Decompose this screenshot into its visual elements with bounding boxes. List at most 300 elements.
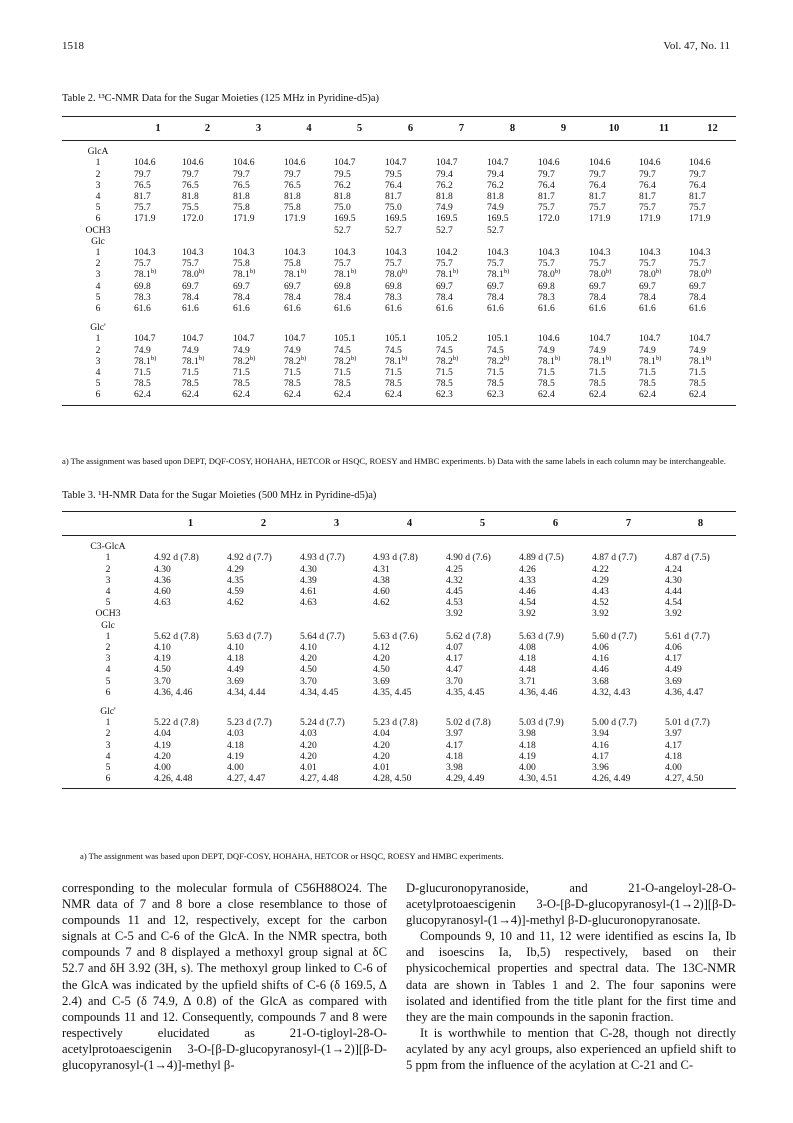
table-cell [373,620,446,631]
table-row [62,676,736,687]
table-cell: 69.7 [284,280,301,292]
table-cell: 81.8 [233,191,250,203]
table-cell: 3.92 [592,608,609,620]
table-row [62,378,736,389]
table-row [62,345,736,356]
row-label: 1 [95,157,101,169]
column-header: 1 [187,518,194,529]
body-paragraph: D-glucuronopyranoside, and 21-O-angeloyl-28-O-acetylprotoaescigenin 3-O-[β-D-glucopyranosyl-(1→2)][β-D-glucopyranosyl-(1→4)]-methyl β-D-glucuronopyranosate. [406,881,736,928]
body-paragraph: It is worthwhile to mention that C-28, though not directly acylated by any acyl groups, also experienced an upfield shift to 5 ppm from the influence of the acylation at C-21 and C- [406,1025,736,1073]
table-row [62,687,736,698]
table-cell: 4.46 [592,664,609,676]
table-cell: 4.00 [154,762,171,774]
column-header: 5 [479,518,486,529]
table-cell: 104.7 [385,157,407,169]
table-cell: 4.49 [665,664,682,676]
table-cell: 62.4 [284,389,334,405]
table-cell: 71.5 [639,367,656,379]
table-cell: 4.17 [665,739,682,751]
table-cell: 4.27, 4.50 [665,773,736,789]
column-header [62,117,134,141]
row-label: 3 [105,739,111,751]
column-header: 11 [659,123,669,134]
table-cell: 52.7 [436,224,453,236]
table-cell: 3.70 [300,675,317,687]
table-cell: 74.5 [334,344,351,356]
table-cell: 4.49 [227,664,244,676]
row-label: 5 [105,762,111,774]
table-cell [538,322,589,333]
table-cell [436,322,487,333]
table-cell: 74.9 [233,344,250,356]
table-row [62,653,736,664]
table-cell: 74.9 [538,344,555,356]
table-cell: 5.24 d (7.7) [300,717,345,729]
table-cell: 104.3 [589,247,611,259]
table-row [62,213,736,224]
table-cell [182,146,233,157]
table-cell: 74.9 [487,202,504,214]
table-cell [665,620,736,631]
table-cell: 5.62 d (7.8) [446,630,491,642]
table-cell: 4.47 [446,664,463,676]
table-cell: 78.5 [538,378,555,390]
table-cell: 4.17 [446,739,463,751]
row-label: 3 [105,653,111,665]
table-cell: 78.1$^{b)}$ [334,268,357,281]
table-cell: 76.5 [233,179,250,191]
table-cell: 5.60 d (7.7) [592,630,637,642]
table-cell: 4.19 [154,739,171,751]
table-cell: 78.5 [639,378,656,390]
table-cell: 78.1$^{b)}$ [134,354,157,367]
table-cell: 78.4 [589,291,606,303]
table-cell: 4.62 [373,597,390,609]
table-cell: 4.25 [446,563,463,575]
column-header: 1 [155,123,161,134]
table-cell: 61.6 [538,303,555,315]
table-cell [134,322,182,333]
table-cell: 75.7 [487,258,504,270]
table-cell: 4.93 d (7.8) [373,552,418,564]
table-cell: 104.7 [134,333,156,345]
table-cell [689,146,736,157]
table-cell [154,706,227,717]
table-cell: 76.4 [589,179,606,191]
table-cell: 4.30 [154,563,171,575]
table-cell: 79.7 [538,168,555,180]
column-header: 4 [306,123,312,134]
row-label: 6 [62,389,134,405]
table-cell: 71.5 [538,367,555,379]
table-cell [182,236,233,247]
table-cell: 74.9 [589,344,606,356]
row-label: Glc' [90,322,106,334]
body-column-right [406,880,736,1073]
row-label: 5 [95,378,101,390]
table-cell [300,541,373,552]
row-label: 4 [105,750,111,762]
table-cell [385,146,436,157]
table-cell: 4.50 [300,664,317,676]
table-cell: 4.32 [446,574,463,586]
table-cell: 104.6 [639,157,661,169]
table-cell: 61.6 [334,303,351,315]
table-cell: 71.5 [436,367,453,379]
table2-footnote: a) The assignment was based upon DEPT, DQF-COSY, HOHAHA, HETCOR or HSQC, ROESY and HMBC experiments. b) Data with the same labels in each column may be interchangeable. [62,456,726,466]
table-cell [589,322,639,333]
table-cell: 81.7 [689,191,706,203]
table-cell [487,146,538,157]
table-cell: 78.1$^{b)}$ [134,268,157,281]
table-cell: 69.7 [689,280,706,292]
table-cell: 5.63 d (7.6) [373,630,418,642]
table-cell: 75.7 [134,258,151,270]
table-cell: 105.1 [487,333,509,345]
column-header: 7 [458,123,465,134]
row-label: 5 [105,597,111,609]
table-cell: 3.71 [519,675,536,687]
table-cell: 74.9 [639,344,656,356]
table-cell: 4.16 [592,653,609,665]
table-cell: 104.6 [538,333,560,345]
table-cell: 104.7 [284,333,306,345]
table-cell [592,706,665,717]
table-cell: 4.16 [592,739,609,751]
table-cell: 4.54 [665,597,682,609]
table-cell: 78.5 [284,378,301,390]
table-cell: 61.6 [436,303,453,315]
table-row [62,367,736,378]
table-cell: 4.30 [300,563,317,575]
table-cell: 3.70 [446,675,463,687]
table-row [62,620,736,631]
table-cell: 78.5 [334,378,351,390]
table-cell: 3.97 [665,728,682,740]
table-row [62,258,736,269]
table-row [62,631,736,642]
table-cell: 4.20 [373,653,390,665]
table-cell: 78.4 [436,291,453,303]
table-cell: 4.00 [519,762,536,774]
table-cell: 78.2$^{b)}$ [284,354,307,367]
table-cell: 74.5 [436,344,453,356]
table-cell: 4.35 [227,574,244,586]
table-cell: 4.04 [154,728,171,740]
table-cell: 78.1$^{b)}$ [639,354,662,367]
table-cell: 4.17 [665,653,682,665]
table-cell: 81.7 [538,191,555,203]
table-cell: 4.17 [592,750,609,762]
table-cell [284,322,334,333]
table-cell: 4.03 [227,728,244,740]
table-cell: 78.1$^{b)}$ [689,354,712,367]
table-cell: 104.3 [334,247,356,259]
table-row [62,728,736,739]
table-cell: 81.7 [134,191,151,203]
table-cell: 171.9 [134,213,156,225]
table-cell: 4.43 [592,586,609,598]
table-cell [227,706,300,717]
table-cell: 4.92 d (7.7) [227,552,272,564]
table-cell [665,541,736,552]
table-cell: 172.0 [538,213,560,225]
column-header [62,512,154,536]
table-cell [300,620,373,631]
table-cell [154,608,227,619]
table-cell: 62.4 [538,389,589,405]
table-cell: 78.2$^{b)}$ [487,354,510,367]
table-cell: 4.20 [300,653,317,665]
table-row [62,225,736,236]
table-cell: 69.7 [487,280,504,292]
table-cell: 104.3 [134,247,156,259]
row-label: 4 [95,280,101,292]
table-cell: 79.5 [385,168,402,180]
table-cell: 61.6 [182,303,199,315]
table-cell: 4.59 [227,586,244,598]
table-cell: 4.54 [519,597,536,609]
table-cell: 79.4 [436,168,453,180]
table-cell: 78.4 [284,291,301,303]
table-row [62,541,736,552]
table-cell: 81.8 [182,191,199,203]
table-cell: 74.9 [134,344,151,356]
table-cell [233,146,284,157]
table-cell: 4.63 [154,597,171,609]
table-cell: 75.8 [233,258,250,270]
row-label: 6 [62,773,154,789]
table-cell: 79.7 [284,168,301,180]
table-cell: 78.5 [689,378,706,390]
table-cell: 4.22 [592,563,609,575]
table-cell: 4.63 [300,597,317,609]
table-cell: 4.35, 4.45 [373,686,412,698]
table-cell: 76.4 [639,179,656,191]
table-cell: 75.7 [134,202,151,214]
table-cell: 78.1$^{b)}$ [487,268,510,281]
table-cell: 3.98 [446,762,463,774]
table-cell: 69.8 [134,280,151,292]
table-row [62,597,736,608]
table-cell: 61.6 [487,303,504,315]
table-cell: 104.7 [639,333,661,345]
table-cell: 78.1$^{b)}$ [385,354,408,367]
table-cell: 62.4 [233,389,284,405]
table-cell: 78.0$^{b)}$ [182,268,205,281]
table-cell: 172.0 [182,213,204,225]
table-cell: 78.5 [487,378,504,390]
table-cell: 5.22 d (7.8) [154,717,199,729]
table-cell: 5.01 d (7.7) [665,717,710,729]
body-column-left [62,880,387,1073]
table-cell: 4.62 [227,597,244,609]
table-cell [519,706,592,717]
table-cell: 78.5 [436,378,453,390]
table-cell: 74.5 [385,344,402,356]
page-number: 1518 [62,40,84,52]
table-cell: 69.7 [182,280,199,292]
table-cell: 4.12 [373,642,390,654]
table-cell: 4.18 [519,739,536,751]
table-cell: 4.36, 4.46 [519,686,558,698]
table-cell: 104.3 [689,247,711,259]
table-row [62,292,736,303]
table-cell: 78.4 [182,291,199,303]
table-row [62,247,736,258]
volume-info: Vol. 47, No. 11 [663,40,730,52]
table-cell [134,146,182,157]
table-cell: 78.0$^{b)}$ [639,268,662,281]
table-cell: 104.6 [233,157,255,169]
table-cell [589,146,639,157]
row-label: 1 [95,247,101,259]
table-cell: 4.93 d (7.7) [300,552,345,564]
table-cell: 62.4 [385,389,436,405]
table-cell: 104.3 [487,247,509,259]
table-cell: 4.45 [446,586,463,598]
row-label: 6 [95,303,101,315]
table-cell: 74.9 [436,202,453,214]
table-cell: 4.52 [592,597,609,609]
table-cell: 81.8 [334,191,351,203]
row-label: Glc [91,235,105,247]
table-cell [592,541,665,552]
table-cell: 78.4 [334,291,351,303]
table-cell: 4.30, 4.51 [519,773,592,789]
table-cell: 81.8 [436,191,453,203]
table-cell: 104.7 [487,157,509,169]
table-cell: 76.4 [385,179,402,191]
table-cell: 75.7 [639,202,656,214]
table-cell: 74.5 [487,344,504,356]
table-cell: 79.4 [487,168,504,180]
table-cell: 81.7 [639,191,656,203]
table-cell: 169.5 [334,213,356,225]
table-cell: 78.1$^{b)}$ [233,268,256,281]
table-cell [436,236,487,247]
table-cell: 4.61 [300,586,317,598]
table-cell: 4.20 [373,739,390,751]
table-cell: 78.0$^{b)}$ [385,268,408,281]
row-label: Glc [101,619,115,631]
table-cell: 4.07 [446,642,463,654]
table-cell [373,706,446,717]
table-cell: 78.3 [385,291,402,303]
table-row [62,740,736,751]
table-cell: 69.7 [639,280,656,292]
table-cell: 78.0$^{b)}$ [538,268,561,281]
table-cell: 79.5 [334,168,351,180]
table-cell: 4.60 [373,586,390,598]
table-cell: 5.64 d (7.7) [300,630,345,642]
table-cell: 74.9 [182,344,199,356]
row-label: 1 [105,717,111,729]
table-cell: 62.4 [689,389,736,405]
table-cell [284,146,334,157]
table-cell: 4.48 [519,664,536,676]
table-cell [538,236,589,247]
table-cell: 81.7 [589,191,606,203]
row-label: 4 [105,586,111,598]
table-cell: 4.18 [519,653,536,665]
table-cell: 75.8 [284,258,301,270]
table-cell [446,706,519,717]
table-cell: 4.29 [227,563,244,575]
table-cell [446,620,519,631]
table-cell: 4.20 [300,750,317,762]
column-header: 10 [608,123,620,134]
table-cell: 104.6 [589,157,611,169]
table-cell: 4.29 [592,574,609,586]
table-cell: 169.5 [487,213,509,225]
table-cell: 75.7 [182,258,199,270]
table-cell: 62.4 [134,389,182,405]
row-label: 5 [105,675,111,687]
table-cell: 3.69 [227,675,244,687]
table-cell: 75.8 [233,202,250,214]
table-cell: 78.4 [233,291,250,303]
table-cell: 4.36, 4.47 [665,686,704,698]
table-cell: 75.7 [689,258,706,270]
table-cell: 75.8 [284,202,301,214]
column-header: 2 [204,123,211,134]
table-cell [300,706,373,717]
table-cell: 75.7 [538,258,555,270]
table-cell: 4.31 [373,563,390,575]
table-cell: 78.0$^{b)}$ [689,268,712,281]
body-paragraph: Compounds 9, 10 and 11, 12 were identified as escins Ia, Ib and isoescins Ia, Ib,5) respectively, based on their physicochemical properties and spectral data. The 13C-NMR data are shown in Tables 1 and 2. The four saponins were isolated and identified from the title plant for the first time and they are the main compounds in the saponin fraction. [406,929,736,1024]
table-cell: 71.5 [284,367,301,379]
table-cell: 4.20 [373,750,390,762]
table-cell: 171.9 [689,213,711,225]
table-cell: 71.5 [487,367,504,379]
row-label: 2 [95,258,101,270]
table-cell [589,225,639,236]
table-cell [373,608,446,619]
column-header: 7 [625,518,632,529]
table-cell: 78.4 [639,291,656,303]
table-cell: 4.04 [373,728,390,740]
table-cell: 104.3 [284,247,306,259]
table-cell [487,322,538,333]
row-label: 1 [105,552,111,564]
table-cell: 104.7 [233,333,255,345]
table-cell: 4.20 [300,739,317,751]
table-cell: 3.92 [519,608,536,620]
row-label: 1 [95,333,101,345]
table-cell: 104.3 [182,247,204,259]
table-cell: 4.18 [227,739,244,751]
table-row [62,552,736,563]
table-cell: 104.6 [182,157,204,169]
table-cell: 52.7 [487,224,504,236]
table-cell: 78.4 [487,291,504,303]
table-cell [487,236,538,247]
table-cell: 75.7 [589,258,606,270]
table-cell: 171.9 [639,213,661,225]
table-cell: 104.3 [639,247,661,259]
table-cell: 4.50 [373,664,390,676]
table-row [62,180,736,191]
table3-caption: Table 3. ¹H-NMR Data for the Sugar Moieties (500 MHz in Pyridine-d5)a) [62,490,377,501]
table-row [62,191,736,202]
table-cell: 104.6 [538,157,560,169]
row-label: 4 [95,367,101,379]
table-cell: 105.1 [334,333,356,345]
table-cell: 4.36, 4.46 [154,686,193,698]
column-header: 8 [509,123,516,134]
